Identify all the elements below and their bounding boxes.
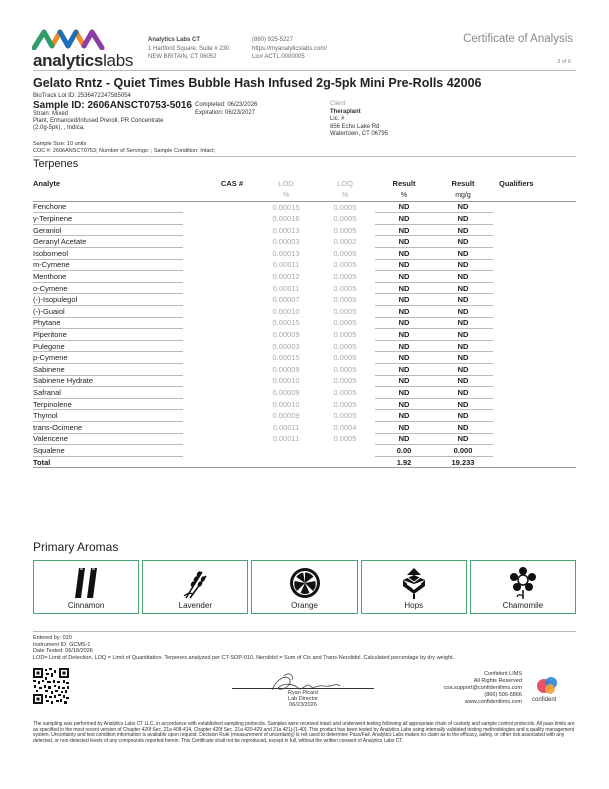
cas-cell [183,259,257,271]
header-cas: CAS # [220,179,243,189]
hops-icon [399,566,429,600]
product-type: Plant, Enhanced/Infused Preroll, PR Concentrate [33,118,164,124]
sample-id: Sample ID: 2606ANSCT0753-5016 [33,100,192,111]
lod-cell: 0.00003 [272,341,300,351]
result-percent-cell: ND [375,410,433,422]
client-label: Client [330,101,346,107]
lab-license: Lic# ACTL.0000005 [252,54,305,60]
loq-cell: 0.0005 [333,295,357,305]
product-form: (2.0g-5pk), , Indica, [33,125,85,131]
total-label: Total [33,456,183,468]
method-notes: LOD= Limit of Detection, LOQ = Limit of Quantitation. Terpenes analyzed per CT-SOP-010. Nerolidol = Sum of Cis and Trans-Nerolidol. Calculated percentage by dry weight. [33,654,455,661]
table-row [33,410,576,422]
qualifier-cell [493,421,576,433]
table-row [33,375,576,387]
qualifier-cell [493,317,576,329]
loq-cell: 0.0004 [333,422,357,432]
table-row [33,271,576,283]
result-mgg-cell: ND [433,248,493,260]
cas-cell [183,236,257,248]
total-percent: 1.92 [375,456,433,468]
lod-cell [257,445,315,457]
chamomile-icon [508,566,538,600]
cas-cell [183,340,257,352]
result-mgg-cell: ND [433,421,493,433]
primary-aromas-title: Primary Aromas [33,540,119,554]
loq-cell: 0.0005 [333,411,357,421]
cas-cell [183,201,257,213]
result-mgg-cell: ND [433,201,493,213]
loq-cell: 0.0005 [333,272,357,282]
result-percent-cell: ND [375,201,433,213]
client-name: Theraplant [330,108,361,115]
lod-cell: 0.00003 [272,237,300,247]
cas-cell [183,317,257,329]
table-row [33,306,576,318]
loq-cell: 0.0005 [333,353,357,363]
result-percent-cell: ND [375,317,433,329]
cas-cell [183,248,257,260]
sample-size: Sample Size: 10 units [33,141,87,147]
analyte-cell: m-Cymene [33,259,183,271]
lab-name: Analytics Labs CT [148,37,201,43]
lab-phone: (860) 925-5227 [252,37,294,43]
qualifier-cell [493,352,576,364]
terpenes-title: Terpenes [33,158,79,170]
lod-cell: 0.00009 [272,364,300,374]
lims-name: Confident LIMS [484,671,522,677]
result-mgg-cell: ND [433,224,493,236]
result-mgg-cell: ND [433,306,493,318]
confident-wordmark: confident [532,697,557,703]
lims-rights: All Rights Reserved [473,678,522,684]
qualifier-cell [493,433,576,445]
loq-cell: 0.0005 [333,248,357,258]
signer-date: 06/23/2026 [289,702,317,708]
qualifier-cell [493,213,576,225]
loq-cell: 0.0005 [333,283,357,293]
analyte-cell: Pulegone [33,340,183,352]
signer-name: Ryan Picard [288,690,318,696]
loq-cell: 0.0002 [333,237,357,247]
analyte-cell: (-)-Guaiol [33,306,183,318]
analyte-cell: γ-Terpinene [33,213,183,225]
result-mgg-cell: ND [433,294,493,306]
loq-cell [315,456,375,468]
result-percent-cell: ND [375,340,433,352]
loq-cell: 0.0005 [333,341,357,351]
result-mgg-cell: ND [433,340,493,352]
client-license: Lic. # [330,116,345,122]
aroma-card-chamomile [470,560,576,614]
lod-cell: 0.00012 [272,272,300,282]
table-row [33,317,576,329]
result-mgg-cell: ND [433,317,493,329]
aroma-label: Cinnamon [67,601,105,610]
result-percent-cell: ND [375,352,433,364]
cas-cell [183,421,257,433]
cas-cell [183,306,257,318]
header [0,0,609,72]
qualifier-cell [493,201,576,213]
signature-line [232,688,374,689]
completed-date: Completed: 06/23/2026 [195,102,258,108]
biotrack-lot-id: BioTrack Lot ID: 2536472247585054 [33,93,131,99]
table-row [33,387,576,399]
sample-dates [195,101,257,117]
logo-wordmark: analyticslabs [33,51,134,70]
analyte-cell: Isoborneol [33,248,183,260]
analyte-cell: Squalene [33,445,183,457]
sample-size-info [33,141,215,154]
result-mgg-cell: ND [433,236,493,248]
analyte-cell: p-Cymene [33,352,183,364]
result-percent-cell: ND [375,271,433,283]
aroma-label: Orange [291,601,318,610]
analytics-labs-logo-icon [32,28,112,50]
client-address-line1: 856 Echo Lake Rd [330,123,380,130]
signer-block [232,690,374,708]
page-number: 3 of 6 [557,59,571,65]
result-mgg-cell: ND [433,364,493,376]
qr-code-icon[interactable] [33,668,69,704]
qualifier-cell [493,236,576,248]
table-row [33,213,576,225]
table-row [33,248,576,260]
result-percent-cell: ND [375,375,433,387]
loq-cell: 0.0005 [333,202,357,212]
cas-cell [183,352,257,364]
header-analyte: Analyte [33,179,61,189]
qualifier-cell [493,456,576,468]
lod-cell: 0.00009 [272,387,300,397]
qualifier-cell [493,224,576,236]
table-row [33,224,576,236]
result-mgg-cell: ND [433,352,493,364]
lod-cell: 0.00010 [272,376,300,386]
product-title: Gelato Rntz - Quiet Times Bubble Hash Infused 2g-5pk Mini Pre-Rolls 42006 [33,76,482,90]
table-row [33,421,576,433]
unit-result2: mg/g [433,190,493,202]
signer-title: Lab Director [288,696,318,702]
analyte-cell: Fenchone [33,201,183,213]
lod-cell [257,456,315,468]
loq-cell: 0.0005 [333,306,357,316]
analyte-cell: Sabinene Hydrate [33,375,183,387]
unit-lod: % [257,190,315,202]
header-qualifiers: Qualifiers [499,179,534,189]
header-loq: LOQ [337,179,353,189]
table-units-row [33,190,576,202]
lod-cell: 0.00007 [272,295,300,305]
table-row [33,340,576,352]
cas-cell [183,410,257,422]
result-mgg-cell: ND [433,410,493,422]
analyte-cell: Valencene [33,433,183,445]
result-mgg-cell: ND [433,213,493,225]
lab-address-line1: 1 Hartford Square, Suite # 230 [148,45,230,52]
cas-cell [183,213,257,225]
lod-cell: 0.00016 [272,214,300,224]
lod-cell: 0.00010 [272,306,300,316]
qualifier-cell [493,271,576,283]
disclaimer: The sampling was performed by Analytics Labs CT LLC, in accordance with established sampling protocols. Samples were received intact and underwent testing following all appropriate chain of custody and sample control protocols. All pass limits are as specified in the most recent version of Chapter 420f Sec. 21a 408-414, Chapter 420f Sec. 21a 420-429 and 21a 421j-(1-40). This product has been tested by Analytics Labs using internally validated testing methodologies and a quality management system. Uncertainty and test condition information is available upon request. Decision Rule (measurement of uncertainty) is not used to determine Pass/Fail. Analytics Labs makes no claim as to the efficacy, safety, or other risk associated with any detected, or non-detected levels of any compounds reported herein. This Certificate shall not be reproduced, except in full, without the written consent of Analytics Labs CT. [33,721,575,744]
aroma-card-orange [251,560,357,614]
chain-of-custody: COC #: 2606ANSCT0753; Number of Servings: ; Sample Condition: Intact; [33,147,216,154]
client-address-line2: Watertown, CT 06795 [330,131,389,137]
document-title: Certificate of Analysis [463,33,573,45]
table-row [33,398,576,410]
table-row [33,329,576,341]
result-percent-cell: ND [375,398,433,410]
cas-cell [183,445,257,457]
unit-loq: % [315,190,375,202]
analyte-cell: Sabinene [33,364,183,376]
table-row [33,364,576,376]
result-mgg-cell: ND [433,375,493,387]
qualifier-cell [493,410,576,422]
result-mgg-cell: 0.000 [433,445,493,457]
footer-divider [33,631,576,632]
cas-cell [183,433,257,445]
loq-cell: 0.0005 [333,376,357,386]
analyte-cell: o-Cymene [33,282,183,294]
aroma-label: Lavender [178,601,212,610]
result-percent-cell: ND [375,248,433,260]
table-row [33,445,576,457]
terpenes-table [33,178,576,468]
result-percent-cell: ND [375,213,433,225]
footer-notes [33,635,454,661]
lod-cell: 0.00011 [272,422,300,432]
result-percent-cell: ND [375,224,433,236]
client-info [330,101,388,139]
aroma-label: Hops [404,601,424,610]
cas-cell [183,329,257,341]
result-mgg-cell: ND [433,259,493,271]
table-row [33,282,576,294]
table-row [33,259,576,271]
orange-icon [288,566,322,600]
table-row [33,201,576,213]
aroma-label: Chamomile [502,601,544,610]
result-mgg-cell: ND [433,271,493,283]
lab-contact [252,36,327,62]
analyte-cell: (-)-Isopulegol [33,294,183,306]
table-row [33,236,576,248]
analyte-cell: trans-Ocimene [33,421,183,433]
result-mgg-cell: ND [433,433,493,445]
result-percent-cell: ND [375,329,433,341]
result-percent-cell: ND [375,306,433,318]
lims-phone: (866) 506-5866 [484,692,522,698]
qualifier-cell [493,398,576,410]
qualifier-cell [493,340,576,352]
lod-cell: 0.00010 [272,399,300,409]
lod-cell: 0.00011 [272,434,300,444]
cas-cell [183,294,257,306]
result-percent-cell: ND [375,433,433,445]
unit-result1: % [375,190,433,202]
lab-info [148,36,229,62]
instrument-id: Instrument ID: GCMS-1 [33,641,91,648]
qualifier-cell [493,387,576,399]
analyte-cell: Menthone [33,271,183,283]
result-percent-cell: ND [375,259,433,271]
aroma-card-hops [361,560,467,614]
lod-cell: 0.00015 [272,318,300,328]
cinnamon-icon [71,566,101,600]
header-result-percent: Result [392,179,416,189]
table-row [33,433,576,445]
loq-cell: 0.0005 [333,330,357,340]
loq-cell [315,445,375,457]
result-percent-cell: ND [375,282,433,294]
result-percent-cell: ND [375,364,433,376]
qualifier-cell [493,364,576,376]
loq-cell: 0.0005 [333,225,357,235]
qualifier-cell [493,375,576,387]
lod-cell: 0.00015 [272,202,300,212]
cas-cell [183,364,257,376]
analyte-cell: Geraniol [33,224,183,236]
loq-cell: 0.0005 [333,434,357,444]
cas-cell [183,271,257,283]
lims-email[interactable]: coa.support@confidentlims.com [443,685,522,691]
qualifier-cell [493,445,576,457]
loq-cell: 0.0005 [333,387,357,397]
cas-cell [183,387,257,399]
cas-cell [183,398,257,410]
lab-address-line2: NEW BRITAIN, CT 06052 [148,54,217,60]
strain: Strain: Mixed [33,111,69,117]
result-percent-cell: ND [375,421,433,433]
header-divider [33,70,576,71]
qualifier-cell [493,282,576,294]
loq-cell: 0.0005 [333,260,357,270]
date-tested: Date Tested: 06/18/2026 [33,648,93,654]
lod-cell: 0.00009 [272,330,300,340]
aroma-card-cinnamon [33,560,139,614]
header-result-mgg: Result [451,179,475,189]
aromas-row [33,560,576,614]
table-header-row [33,178,576,190]
result-mgg-cell: ND [433,329,493,341]
lod-cell: 0.00013 [272,248,300,258]
analyte-cell: Safranal [33,387,183,399]
lod-cell: 0.00011 [272,260,300,270]
cas-cell [183,224,257,236]
entered-by: Entered by: 020 [33,635,72,641]
confident-logo-icon [536,676,560,696]
loq-cell: 0.0005 [333,214,357,224]
lod-cell: 0.00011 [272,283,300,293]
loq-cell: 0.0005 [333,399,357,409]
qualifier-cell [493,294,576,306]
qualifier-cell [493,259,576,271]
lod-cell: 0.00009 [272,411,300,421]
result-percent-cell: ND [375,294,433,306]
analyte-cell: Thymol [33,410,183,422]
qualifier-cell [493,329,576,341]
total-mgg: 19.233 [433,456,493,468]
total-row [33,456,576,468]
lims-info [444,671,522,706]
result-percent-cell: ND [375,236,433,248]
loq-cell: 0.0005 [333,318,357,328]
lavender-icon [180,566,210,600]
result-percent-cell: 0.00 [375,445,433,457]
analyte-cell: Phytane [33,317,183,329]
table-row [33,294,576,306]
section-divider [33,156,576,157]
aroma-card-lavender [142,560,248,614]
lod-cell: 0.00013 [272,225,300,235]
cas-cell [183,375,257,387]
qualifier-cell [493,248,576,260]
result-mgg-cell: ND [433,282,493,294]
result-mgg-cell: ND [433,387,493,399]
cas-cell [183,282,257,294]
lims-url[interactable]: www.confidentlims.com [464,699,522,705]
expiration-date: Expiration: 06/23/2027 [195,110,256,116]
result-percent-cell: ND [375,387,433,399]
analyte-cell: Piperitone [33,329,183,341]
loq-cell: 0.0005 [333,364,357,374]
lod-cell: 0.00015 [272,353,300,363]
table-row [33,352,576,364]
analyte-cell: Geranyl Acetate [33,236,183,248]
cas-cell [183,456,257,468]
header-lod: LOD [278,179,294,189]
result-mgg-cell: ND [433,398,493,410]
strain-info [33,111,163,132]
lab-url[interactable]: https://myanalyticslabs.com/ [252,45,328,52]
analyte-cell: Terpinolene [33,398,183,410]
qualifier-cell [493,306,576,318]
